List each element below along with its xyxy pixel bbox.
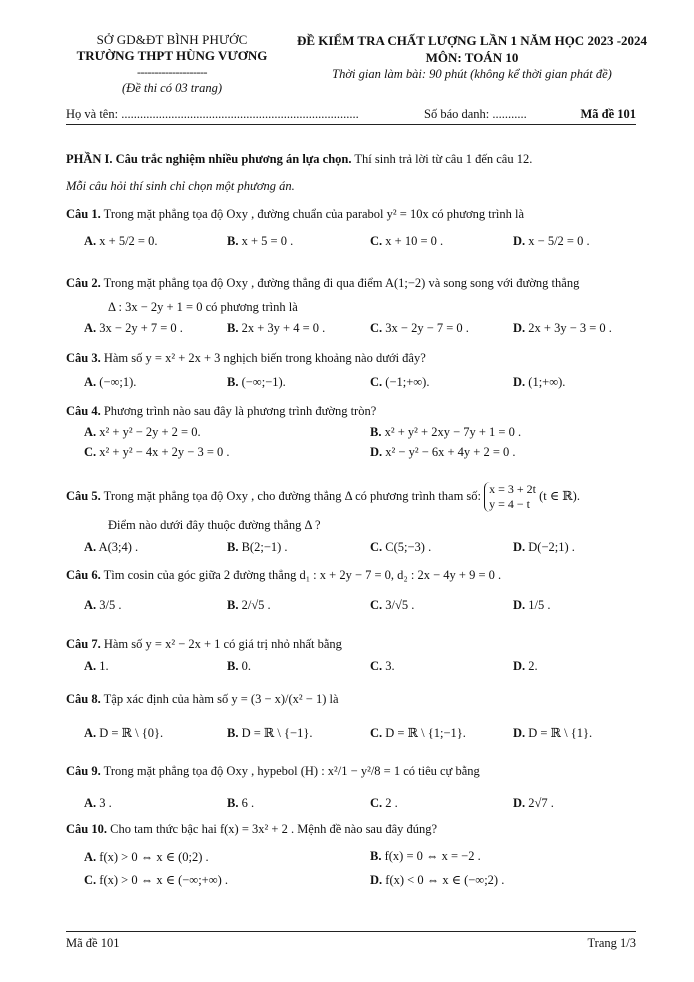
question-10: Câu 10. Cho tam thức bậc hai f(x) = 3x² + 2 . Mệnh đề nào sau đây đúng? <box>66 822 438 836</box>
q9-option-b: B. 6 . <box>227 796 255 810</box>
q2-option-a: A. 3x − 2y + 7 = 0 . <box>84 321 183 335</box>
q8-option-d: D. D = ℝ \ {1}. <box>513 726 593 740</box>
q5-option-a: A. A(3;4) . <box>84 540 139 554</box>
q10-option-b: B. f(x) = 0 ⇔ x = −2 . <box>370 849 481 863</box>
q10-option-c: C. f(x) > 0 ⇔ x ∈ (−∞;+∞) . <box>84 873 229 887</box>
exam-title: ĐỀ KIỂM TRA CHẤT LƯỢNG LẦN 1 NĂM HỌC 2023 -2024 <box>296 33 648 48</box>
q9-option-d: D. 2√7 . <box>513 796 554 810</box>
question-3: Câu 3. Hàm số y = x² + 2x + 3 nghịch biến trong khoảng nào dưới đây? <box>66 351 426 365</box>
q4-option-a: A. x² + y² − 2y + 2 = 0. <box>84 425 201 439</box>
q1-option-d: D. x − 5/2 = 0 . <box>513 234 590 248</box>
q2-option-d: D. 2x + 3y − 3 = 0 . <box>513 321 612 335</box>
q2-option-c: C. 3x − 2y − 7 = 0 . <box>370 321 469 335</box>
part1-note: Mỗi câu hỏi thí sinh chỉ chọn một phương án. <box>66 179 295 193</box>
question-9: Câu 9. Trong mặt phẳng tọa độ Oxy , hypebol (H) : x²/1 − y²/8 = 1 có tiêu cự bằng <box>66 764 480 778</box>
q7-option-d: D. 2. <box>513 659 538 673</box>
q10-option-a: A. f(x) > 0 ⇔ x ∈ (0;2) . <box>84 850 209 864</box>
q3-option-d: D. (1;+∞). <box>513 375 566 389</box>
q8-option-a: A. D = ℝ \ {0}. <box>84 726 164 740</box>
time-note: Thời gian làm bài: 90 phút (không kể thời gian phát đề) <box>332 67 612 81</box>
q8-option-b: B. D = ℝ \ {−1}. <box>227 726 313 740</box>
q3-option-b: B. (−∞;−1). <box>227 375 286 389</box>
subject: MÔN: TOÁN 10 <box>425 50 519 65</box>
q3-option-c: C. (−1;+∞). <box>370 375 430 389</box>
q4-option-c: C. x² + y² − 4x + 2y − 3 = 0 . <box>84 445 230 459</box>
question-6: Câu 6. Tìm cosin của góc giữa 2 đường thẳng d₁ : x + 2y − 7 = 0, d₂ : 2x − 4y + 9 = 0 . <box>66 568 502 582</box>
question-5: Câu 5. Trong mặt phẳng tọa độ Oxy , cho đường thẳng Δ có phương trình tham số: x = 3 + 2t y = 4 − t (t ∈ ℝ). <box>66 482 580 511</box>
q10-option-d: D. f(x) < 0 ⇔ x ∈ (−∞;2) . <box>370 873 505 887</box>
q7-option-b: B. 0. <box>227 659 251 673</box>
q9-option-a: A. 3 . <box>84 796 112 810</box>
q7-option-c: C. 3. <box>370 659 395 673</box>
school-name: TRƯỜNG THPT HÙNG VƯƠNG <box>76 48 268 63</box>
param-system: x = 3 + 2t y = 4 − t <box>484 482 536 512</box>
part1-heading: PHẦN I. Câu trắc nghiệm nhiều phương án lựa chọn. Thí sinh trả lời từ câu 1 đến câu 12. <box>66 152 533 166</box>
sbd-field: Số báo danh: ........... <box>424 107 527 121</box>
question-7: Câu 7. Hàm số y = x² − 2x + 1 có giá trị nhỏ nhất bằng <box>66 637 342 651</box>
q7-option-a: A. 1. <box>84 659 109 673</box>
page-footer <box>66 931 636 952</box>
question-5-cont: Điểm nào dưới đây thuộc đường thẳng Δ ? <box>108 518 321 532</box>
student-info <box>66 107 636 125</box>
q9-option-c: C. 2 . <box>370 796 398 810</box>
question-1: Câu 1. Trong mặt phẳng tọa độ Oxy , đường chuẩn của parabol y² = 10x có phương trình là <box>66 207 525 221</box>
header-left <box>62 32 282 96</box>
q6-option-c: C. 3/√5 . <box>370 598 415 612</box>
q5-option-d: D. D(−2;1) . <box>513 540 575 554</box>
pages-note: (Đề thi có 03 trang) <box>122 81 222 95</box>
header-right <box>282 32 662 83</box>
q5-option-c: C. C(5;−3) . <box>370 540 432 554</box>
q2-option-b: B. 2x + 3y + 4 = 0 . <box>227 321 326 335</box>
q3-option-a: A. (−∞;1). <box>84 375 137 389</box>
q6-option-a: A. 3/5 . <box>84 598 122 612</box>
q4-option-d: D. x² − y² − 6x + 4y + 2 = 0 . <box>370 445 516 459</box>
q6-option-b: B. 2/√5 . <box>227 598 271 612</box>
dept-name: SỞ GD&ĐT BÌNH PHƯỚC <box>96 32 248 47</box>
q1-option-c: C. x + 10 = 0 . <box>370 234 444 248</box>
q4-option-b: B. x² + y² + 2xy − 7y + 1 = 0 . <box>370 425 522 439</box>
q1-option-a: A. x + 5/2 = 0. <box>84 234 158 248</box>
q5-option-b: B. B(2;−1) . <box>227 540 288 554</box>
question-2: Câu 2. Trong mặt phẳng tọa độ Oxy , đường thẳng đi qua điểm A(1;−2) và song song với đường thẳng <box>66 276 580 290</box>
q1-option-b: B. x + 5 = 0 . <box>227 234 294 248</box>
q8-option-c: C. D = ℝ \ {1;−1}. <box>370 726 466 740</box>
q6-option-d: D. 1/5 . <box>513 598 551 612</box>
question-2-cont: Δ : 3x − 2y + 1 = 0 có phương trình là <box>108 300 298 314</box>
footer-page: Trang 1/3 <box>587 936 636 950</box>
footer-code: Mã đề 101 <box>66 936 120 950</box>
header-dashes: -------------------- <box>137 65 207 79</box>
exam-code: Mã đề 101 <box>580 107 636 121</box>
question-4: Câu 4. Phương trình nào sau đây là phương trình đường tròn? <box>66 404 377 418</box>
question-8: Câu 8. Tập xác định của hàm số y = (3 − x)/(x² − 1) là <box>66 692 339 706</box>
name-field: Họ và tên: ............................................................................ <box>66 107 359 121</box>
